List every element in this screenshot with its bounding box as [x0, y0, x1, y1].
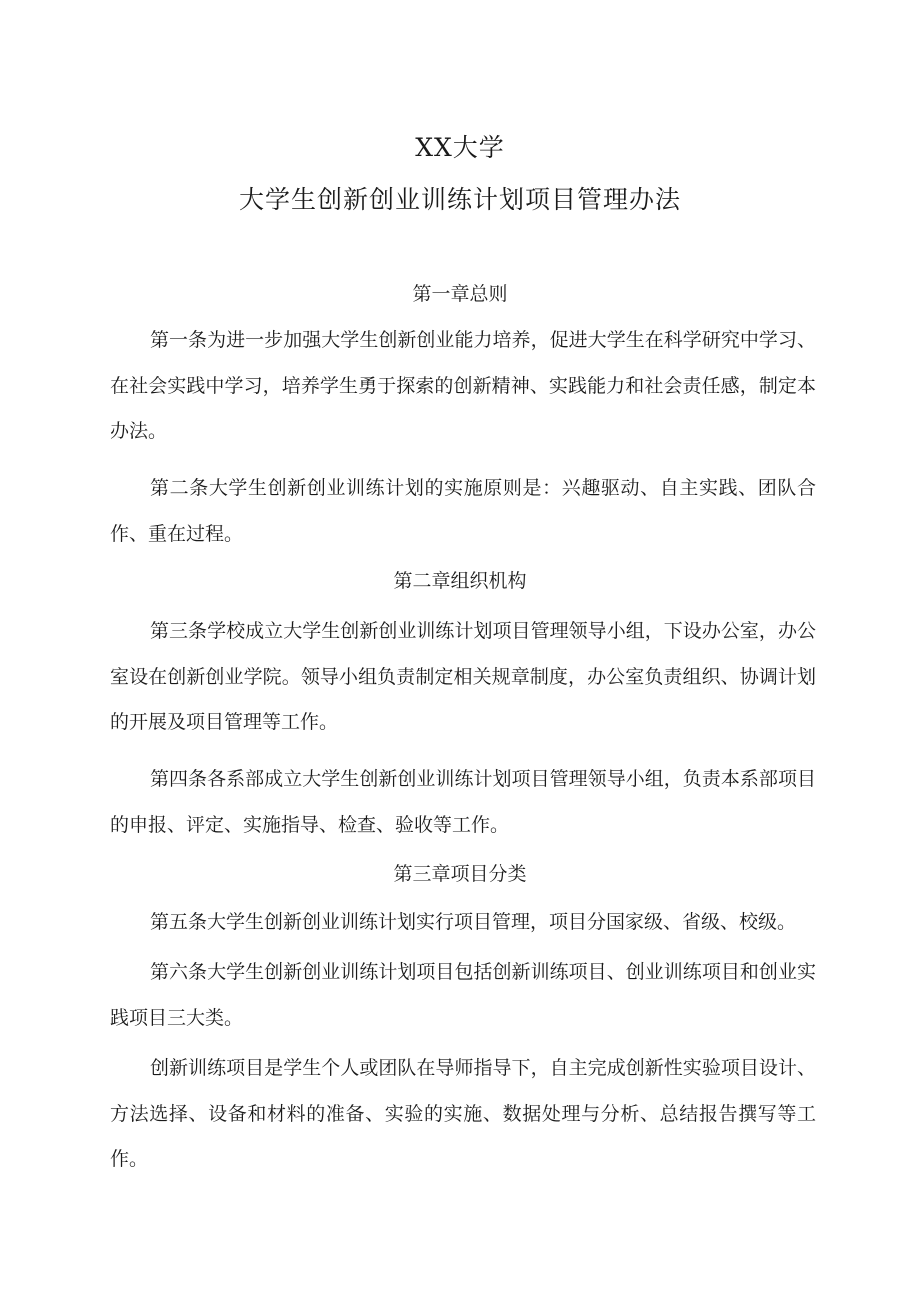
article-paragraph: 创新训练项目是学生个人或团队在导师指导下，自主完成创新性实验项目设计、方法选择、设备和材料的准备、实验的实施、数据处理与分析、总结报告撰写等工作。	[110, 1057, 816, 1170]
document-title: 大学生创新创业训练计划项目管理办法	[238, 185, 681, 214]
article-paragraph: 第六条大学生创新创业训练计划项目包括创新训练项目、创业训练项目和创业实践项目三大类。	[110, 961, 816, 1029]
chapter-heading: 第一章总则	[412, 283, 508, 305]
university-title: XX大学	[415, 133, 505, 162]
article-paragraph: 第五条大学生创新创业训练计划实行项目管理，项目分国家级、省级、校级。	[150, 911, 797, 933]
article-paragraph: 第二条大学生创新创业训练计划的实施原则是：兴趣驱动、自主实践、团队合作、重在过程。	[110, 477, 816, 545]
chapter-heading: 第三章项目分类	[393, 863, 527, 885]
article-paragraph: 第三条学校成立大学生创新创业训练计划项目管理领导小组，下设办公室，办公室设在创新创业学院。领导小组负责制定相关规章制度，办公室负责组织、协调计划的开展及项目管理等工作。	[110, 620, 816, 733]
article-paragraph: 第一条为进一步加强大学生创新创业能力培养，促进大学生在科学研究中学习、在社会实践中学习，培养学生勇于探索的创新精神、实践能力和社会责任感，制定本办法。	[110, 329, 816, 442]
chapter-heading: 第二章组织机构	[393, 570, 527, 592]
article-paragraph: 第四条各系部成立大学生创新创业训练计划项目管理领导小组，负责本系部项目的申报、评定、实施指导、检查、验收等工作。	[110, 768, 816, 836]
